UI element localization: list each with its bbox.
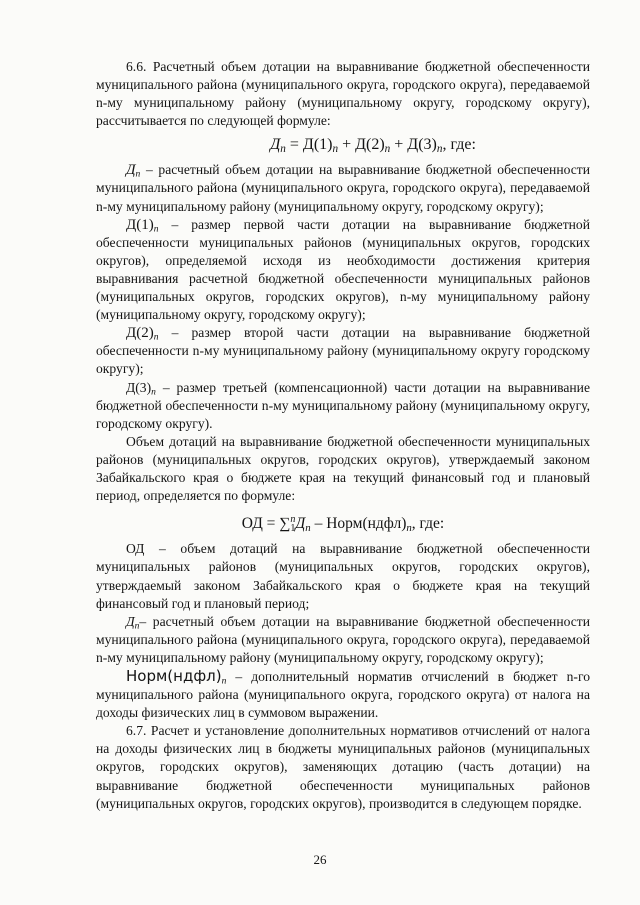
formula2-norm-subscript: n	[406, 522, 412, 535]
definition-d3-symbol: Д(3)	[126, 379, 152, 395]
definition-od: ОД – объем дотаций на выравнивание бюджетной обеспеченности муниципальных районов (муниципальных округов, городских округов), утверждаемый законом Забайкальского края о бюджете края на текущий финансовый год и плановый период;	[96, 541, 590, 611]
definition-dn-2	[96, 613, 590, 667]
document-body	[96, 58, 590, 813]
definition-dn	[96, 161, 590, 215]
formula2-minus-norm: – Норм(ндфл)	[310, 515, 407, 533]
definition-d2	[96, 324, 590, 378]
formula-dotation-sum	[96, 133, 590, 157]
definition-d3-text: – размер третьей (компенсационной) части дотации на выравнивание бюджетной обеспеченности n-му муниципальному району (муниципальному округу, городскому округу).	[96, 379, 590, 431]
formula2-lhs: ОД = ∑	[241, 515, 291, 533]
page-number: 26	[313, 852, 327, 867]
definition-norm	[96, 667, 590, 722]
definition-d2-text: – размер второй части дотации на выравнивание бюджетной обеспеченности n-му муниципальному району (муниципальному округу городскому округу);	[96, 325, 590, 377]
definition-dn-subscript: n	[135, 169, 141, 180]
formula-term-2: + Д(2)	[338, 136, 385, 154]
formula-term-3: + Д(3)	[390, 136, 437, 154]
definition-d1-symbol: Д(1)	[126, 216, 154, 233]
formula2-sum-lower: 1	[290, 522, 296, 534]
formula2-d-subscript: n	[305, 522, 311, 535]
definition-d2-symbol: Д(2)	[126, 325, 154, 342]
formula-term-1: = Д(1)	[285, 136, 333, 154]
definition-d1-text: – размер первой части дотации на выравнивание бюджетной обеспеченности муниципальных районов (муниципальных округов, городских округов), определяемой исходя из необходимости достижения критерия выравнивания расчетной бюджетной обеспеченности муниципальных районов (муниципальных округов, городских округов), n-му муниципальному району (муниципальному округу, городскому округу);	[96, 216, 590, 323]
paragraph-6-7: 6.7. Расчет и установление дополнительных нормативов отчислений от налога на доходы физических лиц в бюджеты муниципальных районов (муниципальных округов, городских округов), заменяющих дотацию (часть дотации) на выравнивание бюджетной обеспеченности муниципальных районов (муниципальных округов, городских округов), производится в следующем порядке.	[96, 723, 590, 811]
formula-term-2-subscript: n	[384, 143, 391, 156]
definition-dn-2-symbol: Д	[126, 613, 135, 629]
definition-norm-subscript: n	[221, 676, 227, 687]
formula-term-1-subscript: n	[332, 143, 339, 156]
formula-lhs: Д	[270, 136, 281, 154]
paragraph-6-6: 6.6. Расчетный объем дотации на выравнивание бюджетной обеспеченности муниципального района (муниципального округа, городского округа), передаваемой n-му муниципальному району (муниципальному округу, городскому округу), рассчитывается по следующей формуле:	[96, 59, 590, 129]
definition-dn-symbol: Д	[126, 162, 136, 179]
paragraph-volume: Объем дотаций на выравнивание бюджетной обеспеченности муниципальных районов (муниципальных округов, городских округов), утверждаемый законом Забайкальского края о бюджете края на текущий финансовый год и плановый период, определяется по формуле:	[96, 433, 590, 504]
definition-d3-subscript: n	[151, 386, 156, 397]
formula2-sum-upper: n	[290, 514, 296, 526]
definition-d1	[96, 216, 590, 325]
formula2-d: Д	[295, 515, 306, 533]
definition-d1-subscript: n	[153, 224, 159, 235]
formula2-tail: , где:	[411, 515, 445, 533]
definition-norm-text: – дополнительный норматив отчислений в бюджет n-го муниципального района (муниципального округа, городского округа) от налога на доходы физических лиц в суммовом выражении.	[96, 668, 590, 721]
formula-lhs-subscript: n	[280, 143, 286, 156]
definition-dn-2-text: – расчетный объем дотации на выравнивание бюджетной обеспеченности муниципального района (муниципального округа, городского округа), передаваемой n-му муниципальному району (муниципальному округу, городскому округу);	[96, 613, 590, 665]
formula-term-3-subscript: n	[436, 143, 443, 156]
formula-total-volume	[96, 508, 590, 536]
definition-d3	[96, 379, 590, 433]
definition-dn-2-subscript: n	[134, 621, 140, 632]
definition-dn-text: – расчетный объем дотации на выравнивание бюджетной обеспеченности муниципального района (муниципального округа, городского округа), передаваемой n-му муниципальному району (муниципальному округу, городскому округу);	[96, 162, 590, 214]
formula-tail: , где:	[442, 136, 476, 154]
definition-d2-subscript: n	[153, 332, 159, 343]
definition-norm-symbol: Норм(ндфл)	[126, 666, 222, 685]
